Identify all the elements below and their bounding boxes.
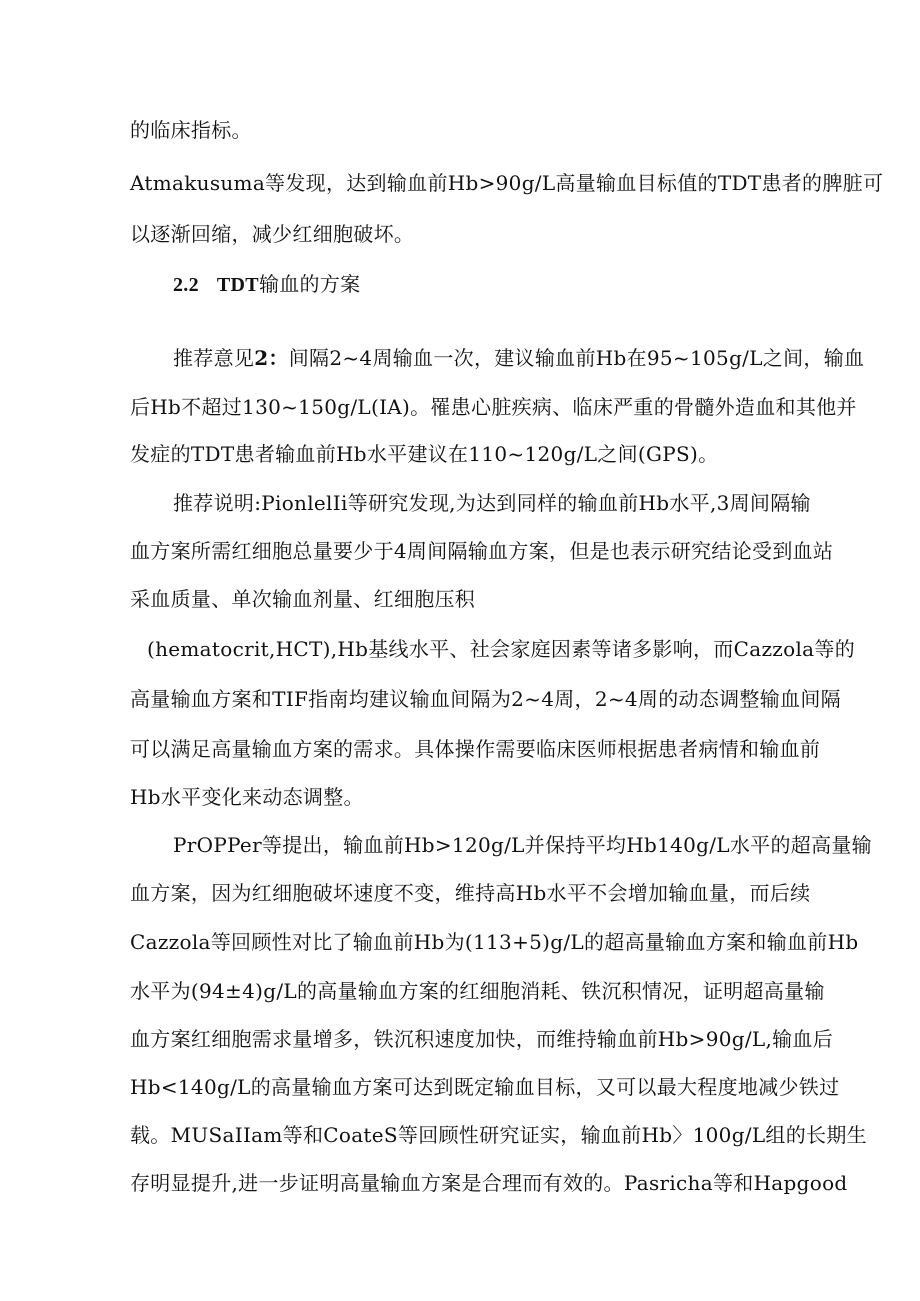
- text-line: Hb水平变化来动态调整。: [130, 785, 364, 809]
- text-line: 发症的TDT患者输血前Hb水平建议在110~120g/L之间(GPS)。: [130, 442, 719, 466]
- text-line: Atmakusuma等发现，达到输血前Hb>90g/L高量输血目标值的TDT患者的脾脏可: [130, 171, 884, 195]
- text-line: 血方案，因为红细胞破坏速度不变，维持高Hb水平不会增加输血量，而后续: [130, 881, 811, 905]
- section-heading: [173, 272, 360, 298]
- section-title: 输血的方案: [258, 274, 361, 296]
- section-code: TDT: [216, 274, 259, 296]
- text-line: 以逐渐回缩，减少红细胞破坏。: [130, 222, 415, 246]
- text-line: 载。MUSaIIam等和CoateS等回顾性研究证实，输血前Hb〉100g/L组的长期生: [130, 1123, 867, 1147]
- recommendation-number: 2：: [254, 346, 289, 370]
- text-line: 采血质量、单次输血剂量、红细胞压积: [130, 587, 476, 611]
- text-line: (hematocrit,HCT),Hb基线水平、社会家庭因素等诸多影响，而Cazzola等的: [147, 637, 855, 661]
- text-line: PrOPPer等提出，输血前Hb>120g/L并保持平均Hb140g/L水平的超高量输: [173, 833, 872, 857]
- text-line: 存明显提升,进一步证明高量输血方案是合理而有效的。Pasricha等和Hapgood: [130, 1171, 848, 1195]
- text-line: 水平为(94±4)g/L的高量输血方案的红细胞消耗、铁沉积情况，证明超高量输: [130, 979, 825, 1003]
- text-line: 推荐说明:PionlelIi等研究发现,为达到同样的输血前Hb水平,3周间隔输: [173, 491, 811, 515]
- text-line: 可以满足高量输血方案的需求。具体操作需要临床医师根据患者病情和输血前: [130, 737, 821, 761]
- text-line: 血方案红细胞需求量增多，铁沉积速度加快，而维持输血前Hb>90g/L,输血后: [130, 1027, 834, 1051]
- recommendation-line: [173, 345, 864, 371]
- text-line: 血方案所需红细胞总量要少于4周间隔输血方案，但是也表示研究结论受到血站: [130, 539, 834, 563]
- text-line: 高量输血方案和TIF指南均建议输血间隔为2~4周，2~4周的动态调整输血间隔: [130, 687, 841, 711]
- section-number: 2.2: [173, 274, 199, 296]
- text-line: 后Hb不超过130~150g/L(IA)。罹患心脏疾病、临床严重的骨髓外造血和其他并: [130, 395, 857, 419]
- text-line: 的临床指标。: [130, 118, 252, 142]
- text-line: Hb<140g/L的高量输血方案可达到既定输血目标，又可以最大程度地减少铁过: [130, 1075, 840, 1099]
- recommendation-text: 间隔2~4周输血一次，建议输血前Hb在95~105g/L之间，输血: [288, 346, 865, 370]
- text-line: Cazzola等回顾性对比了输血前Hb为(113+5)g/L的超高量输血方案和输血前Hb: [130, 930, 859, 954]
- recommendation-label: 推荐意见: [173, 346, 255, 370]
